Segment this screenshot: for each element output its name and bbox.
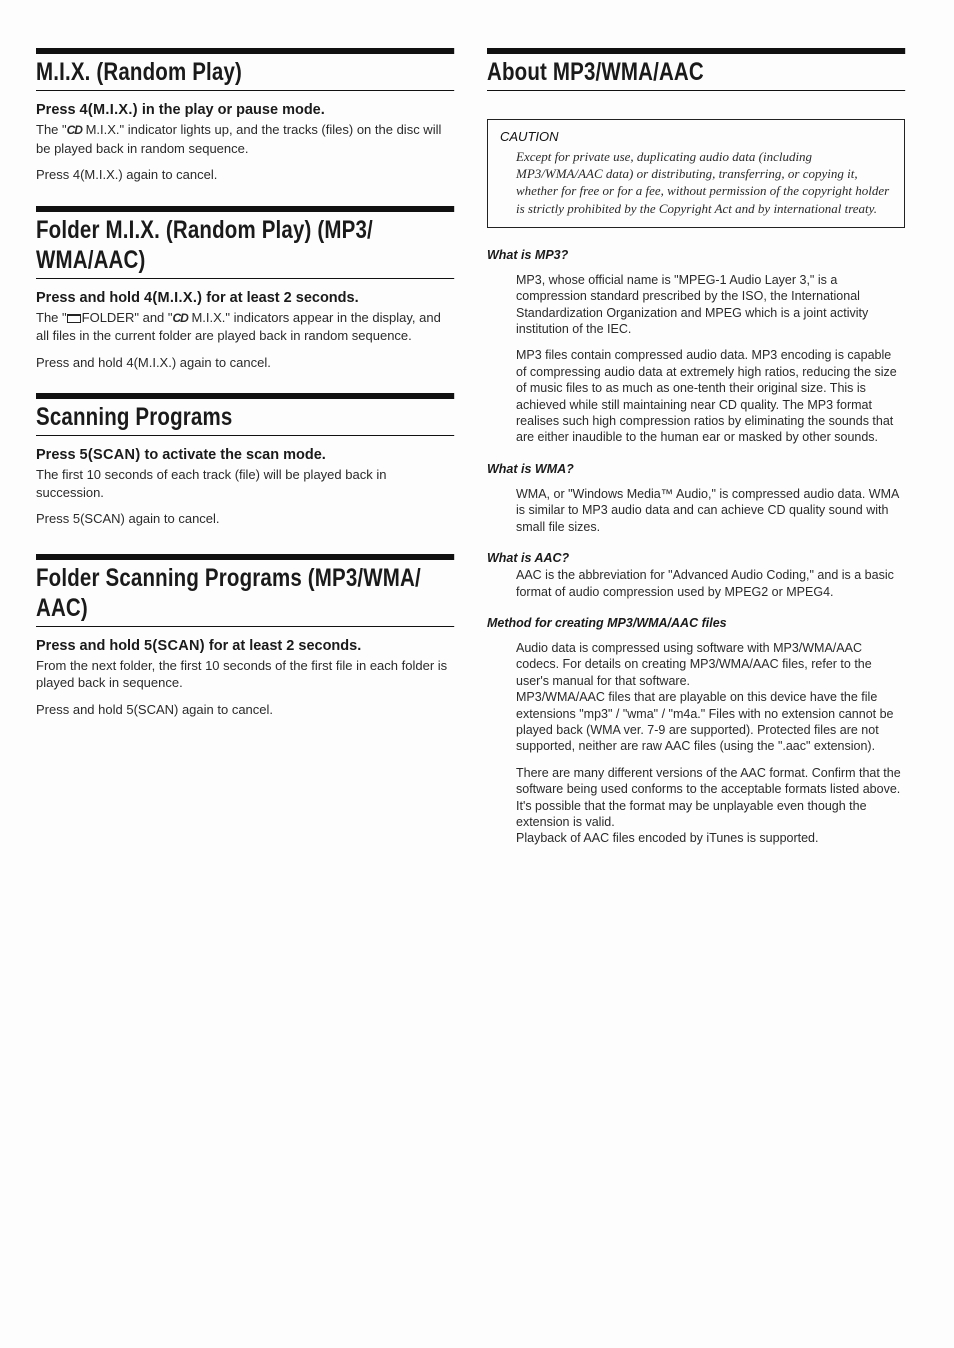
folder-mix-section [36,206,454,372]
scan-instruction [36,446,454,464]
folder-scan-instruction [36,637,454,655]
scan-cancel-text: Press 5(SCAN) again to cancel. [36,511,220,526]
folder-mix-description [36,309,454,345]
caution-text: Except for private use, duplicating audio data (including MP3/WMA/AAC data) or distributing, transferring, or copying it, whether for free or for a fee, without permission of the copyright holder is strictly prohibited by the Copyright Act and by international treaty. [516,149,890,216]
scan-instruction-post: to activate the scan mode. [140,447,326,463]
mix-cancel-text: Press 4(M.I.X.) again to cancel. [36,167,218,182]
aac-heading: What is AAC? [487,551,570,566]
method-body [516,640,905,847]
mp3-body [516,272,905,446]
mp3-heading: What is MP3? [487,247,569,262]
about-heading: About MP3/WMA/AAC [487,48,905,91]
method-paragraph-3: There are many different versions of the AAC format. Confirm that the software being used conforms to the acceptable formats listed above. It's possible that the format may be unplayable even though the extension is valid. [516,765,901,829]
random-play-icon: CD [66,123,82,137]
folder-scan-instruction-pre: Press and hold [36,637,144,654]
mp3-paragraph-1: MP3, whose official name is "MPEG-1 Audio Layer 3," is a compression standard prescribed by the ISO, the International Standardization Organization and MPEG which is a joint activity institution of the IEC. [516,272,869,337]
folder-mix-instruction-post: for at least 2 seconds. [202,289,359,306]
mix-desc-post: M.I.X." indicator lights up, and the tracks (files) on the disc will be played back in random sequence. [36,122,442,156]
scan-key-label: 5(SCAN) [79,447,141,463]
folder-scan-instruction-post: for at least 2 seconds. [204,637,362,654]
folder-mix-instruction [36,289,454,307]
mix-instruction-post: in the play or pause mode. [137,102,325,118]
mix-desc-pre: The " [36,122,67,137]
folder-scan-cancel-text: Press and hold 5(SCAN) again to cancel. [36,701,274,717]
folder-scan-section [36,554,454,719]
folder-scan-key-label: 5(SCAN) [143,637,205,654]
caution-title: CAUTION [500,129,559,144]
mix-key-label: 4(M.I.X.) [79,102,138,118]
mix-instruction-pre: Press [36,102,80,118]
random-play-icon: CD [172,310,188,325]
caution-box [487,119,905,228]
scan-heading: Scanning Programs [36,393,454,436]
mix-description [36,121,454,157]
scan-description: The first 10 seconds of each track (file) will be played back in succession. [36,467,387,500]
aac-paragraph: AAC is the abbreviation for "Advanced Audio Coding," and is a basic format of audio compression used by MPEG2 or MPEG4. [516,568,894,599]
wma-body [516,486,905,535]
aac-body [516,567,905,600]
folder-mix-desc-folder: FOLDER" and " [81,309,173,325]
folder-mix-cancel-text: Press and hold 4(M.I.X.) again to cancel. [36,354,271,370]
folder-mix-key-label: 4(M.I.X.) [143,289,203,306]
mp3-paragraph-2: MP3 files contain compressed audio data. MP3 encoding is capable of compressing audio data at extremely high ratios, reducing the size of music files to as much as one-tenth their original size. This is achieved while still maintaining near CD quality. The MP3 format realises such high compression ratios by eliminating the sounds that are either inaudible to the human ear or masked by other sounds. [516,348,897,445]
wma-paragraph: WMA, or "Windows Media™ Audio," is compressed audio data. WMA is similar to MP3 audio data and can achieve CD quality sound with small file sizes. [516,486,899,534]
mix-section [36,48,454,184]
method-paragraph-1: Audio data is compressed using software with MP3/WMA/AAC codecs. For details on creating MP3/WMA/AAC files, refer to the user's manual for that software. [516,640,872,688]
folder-icon [67,314,81,323]
scan-instruction-pre: Press [36,447,80,463]
left-column [36,48,454,736]
method-heading: Method for creating MP3/WMA/AAC files [487,615,727,630]
folder-scan-description: From the next folder, the first 10 seconds of the first file in each folder is played back in sequence. [36,657,448,690]
mix-instruction [36,101,454,119]
folder-scan-heading: Folder Scanning Programs (MP3/WMA/ AAC) [36,554,454,627]
mix-heading: M.I.X. (Random Play) [36,48,454,91]
folder-mix-desc-post: M.I.X." indicators appear in the display, and all files in the current folder are played back in random sequence. [36,309,441,343]
scan-section [36,393,454,528]
right-column [487,48,905,857]
wma-heading: What is WMA? [487,461,574,476]
folder-mix-instruction-pre: Press and hold [36,289,144,306]
folder-mix-heading: Folder M.I.X. (Random Play) (MP3/ WMA/AAC) [36,206,454,279]
method-paragraph-4: Playback of AAC files encoded by iTunes is supported. [516,831,819,846]
folder-mix-desc-pre: The " [36,309,67,325]
method-paragraph-2: MP3/WMA/AAC files that are playable on this device have the file extensions "mp3" / "wma" / "m4a." Files with no extension cannot be played back (WMA ver. 7-9 are supported). Protected files are not supported, neither are raw AAC files (using the ".aac" extension). [516,690,894,754]
